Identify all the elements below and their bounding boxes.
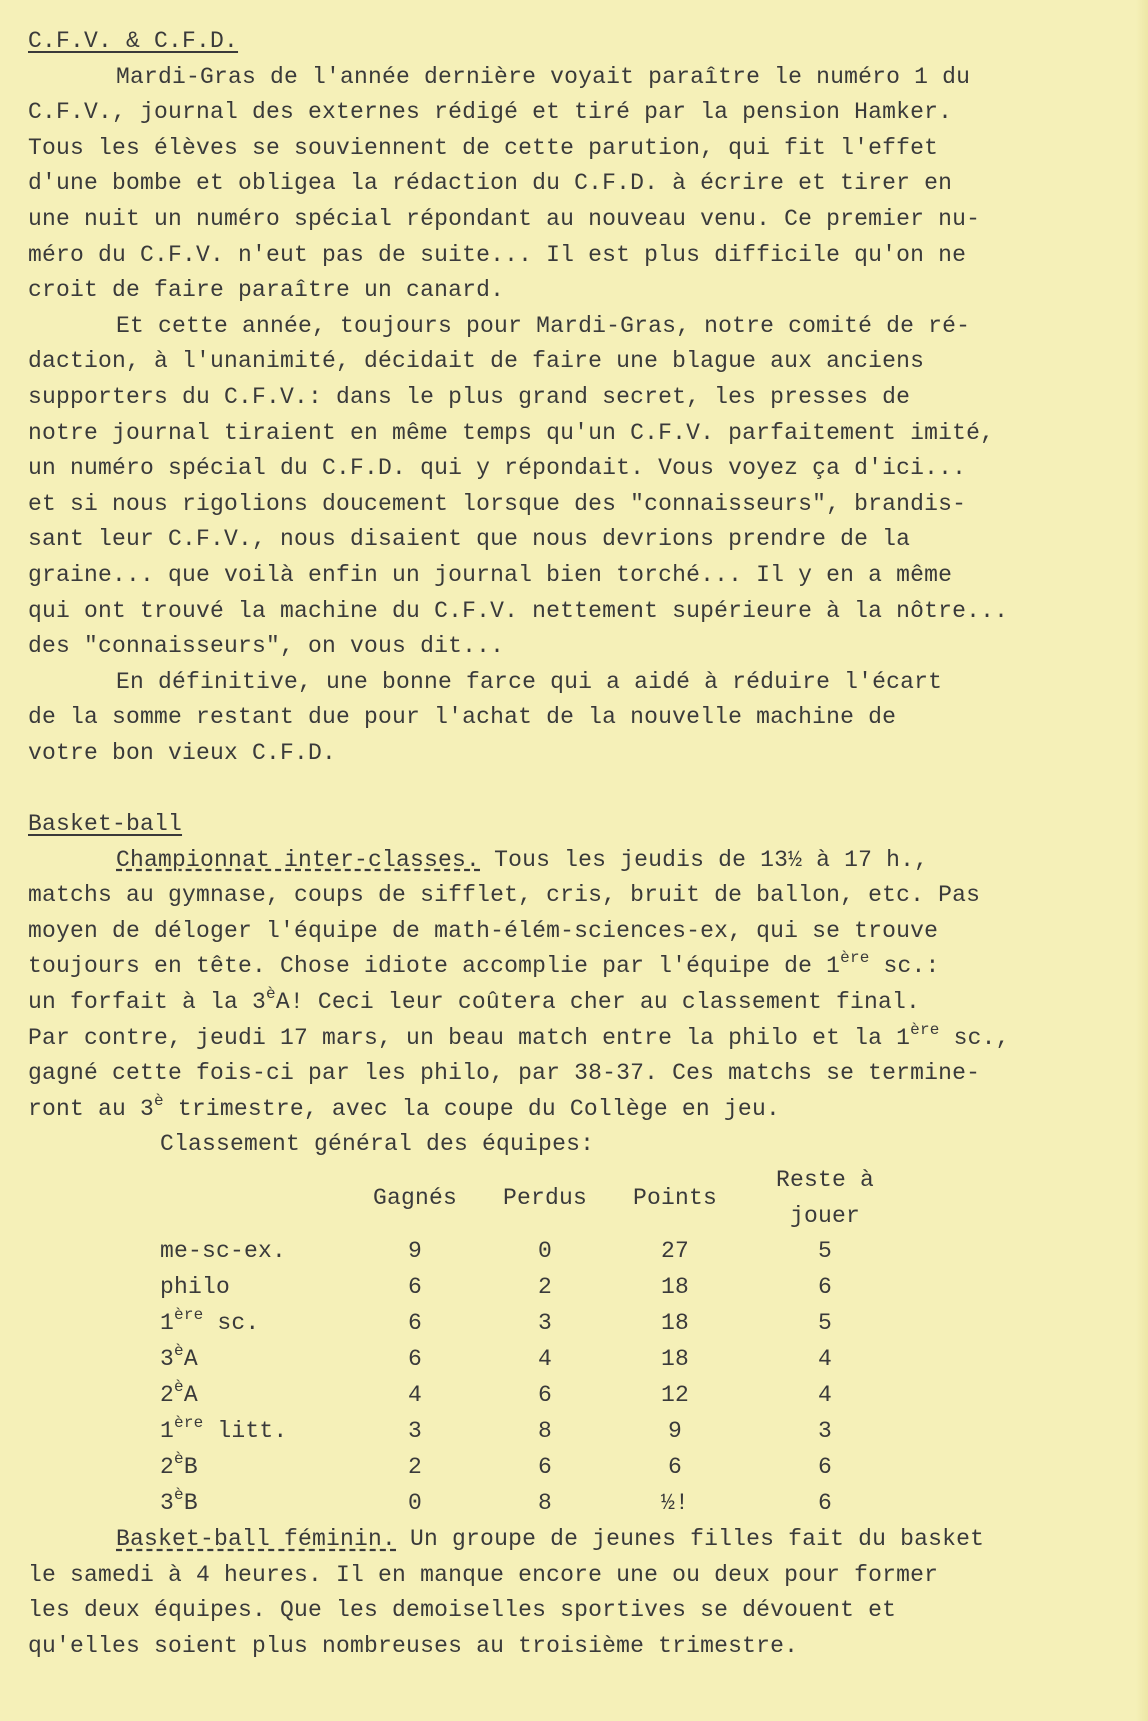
superscript: ère: [910, 1020, 940, 1039]
spacer: [28, 771, 1108, 807]
won-cell: 3: [407, 1418, 422, 1445]
paragraph-line: croit de faire paraître un canard.: [28, 277, 505, 304]
table-row: [160, 1342, 910, 1378]
team-name-superscript: è: [174, 1486, 184, 1505]
text-fragment: toujours en tête. Chose idiote accomplie par l'équipe de 1: [28, 953, 841, 980]
team-name-superscript: ère: [174, 1414, 204, 1433]
superscript: ère: [840, 949, 870, 968]
womens-line: [28, 1522, 1108, 1558]
text-fragment: Par contre, jeudi 17 mars, un beau match entre la philo et la 1: [28, 1024, 911, 1051]
paragraph-line: moyen de déloger l'équipe de math-élém-sciences-ex, qui se trouve: [28, 917, 939, 944]
paragraph-line: C.F.V., journal des externes rédigé et tiré par la pension Hamker.: [28, 99, 953, 126]
table-row: [160, 1378, 910, 1414]
paragraph-line: [28, 1092, 1108, 1128]
paragraph-line: supporters du C.F.V.: dans le plus grand secret, les presses de: [28, 383, 911, 410]
womens-heading: Basket-ball féminin.: [116, 1526, 397, 1553]
document-page: [28, 24, 1108, 1665]
remaining-cell: 6: [817, 1454, 832, 1481]
paragraph-line: d'une bombe et obligea la rédaction du C.F.D. à écrire et tirer en: [28, 170, 953, 197]
points-cell: 18: [660, 1274, 689, 1301]
team-cell: [160, 1342, 350, 1378]
team-cell: [160, 1306, 350, 1342]
paragraph-line: notre journal tiraient en même temps qu'un C.F.V. parfaitement imité,: [28, 419, 995, 446]
remaining-cell: 6: [817, 1274, 832, 1301]
remaining-cell: 4: [817, 1346, 832, 1373]
paragraph-line: gagné cette fois-ci par les philo, par 38-37. Ces matchs se termine-: [28, 1060, 981, 1087]
team-name-base: philo: [160, 1274, 231, 1301]
table-header-row: [160, 1163, 910, 1234]
remaining-cell: 3: [817, 1418, 832, 1445]
paragraph-line: les deux équipes. Que les demoiselles sportives se dévouent et: [28, 1597, 897, 1624]
column-header-won: Gagnés: [372, 1184, 457, 1211]
table-row: [160, 1450, 910, 1486]
paragraph-line: Tous les élèves se souviennent de cette parution, qui fit l'effet: [28, 134, 939, 161]
won-cell: 6: [407, 1310, 422, 1337]
paragraph-line: votre bon vieux C.F.D.: [28, 739, 337, 766]
section-title-cfv-cfd: C.F.V. & C.F.D.: [28, 28, 239, 54]
paragraph-line: Mardi-Gras de l'année dernière voyait paraître le numéro 1 du: [116, 63, 971, 90]
paragraph-line: [28, 985, 1108, 1021]
paper-edge: [1136, 0, 1148, 1721]
paragraph-line: le samedi à 4 heures. Il en manque encore une ou deux pour former: [28, 1561, 939, 1588]
paragraph-line: qu'elles soient plus nombreuses au troisième trimestre.: [28, 1632, 799, 1659]
lost-cell: 8: [537, 1418, 552, 1445]
text-fragment: A! Ceci leur coûtera cher au classement final.: [275, 989, 920, 1016]
superscript: è: [266, 985, 276, 1004]
points-cell: ½!: [660, 1490, 689, 1517]
team-name-base: me-sc-ex.: [160, 1238, 287, 1265]
paragraph-line: qui ont trouvé la machine du C.F.V. nettement supérieure à la nôtre...: [28, 597, 1009, 624]
team-name-superscript: è: [174, 1342, 184, 1361]
text-fragment: sc.:: [869, 953, 940, 980]
paragraph-line: Et cette année, toujours pour Mardi-Gras, notre comité de ré-: [116, 312, 971, 339]
team-name-base: 2: [160, 1382, 175, 1409]
lost-cell: 8: [537, 1490, 552, 1517]
table-row: [160, 1306, 910, 1342]
section-title-basketball: Basket-ball: [28, 811, 183, 838]
table-row: [160, 1270, 910, 1306]
team-name-base: 2: [160, 1454, 175, 1481]
table-row: [160, 1414, 910, 1450]
womens-text: Un groupe de jeunes filles fait du basket: [396, 1526, 985, 1553]
paragraph-line: de la somme restant due pour l'achat de la nouvelle machine de: [28, 704, 897, 731]
table-row: [160, 1486, 910, 1522]
team-name-superscript: è: [174, 1450, 184, 1469]
championship-line: [28, 843, 1108, 879]
points-cell: 9: [667, 1418, 682, 1445]
lost-cell: 0: [537, 1238, 552, 1265]
paragraph-line: des "connaisseurs", on vous dit...: [28, 633, 505, 660]
won-cell: 9: [407, 1238, 422, 1265]
team-name-suffix: A: [183, 1346, 198, 1373]
lost-cell: 4: [537, 1346, 552, 1373]
team-name-suffix: litt.: [203, 1418, 288, 1445]
team-name-superscript: è: [174, 1378, 184, 1397]
remaining-cell: 6: [817, 1490, 832, 1517]
remaining-cell: 5: [817, 1238, 832, 1265]
text-fragment: trimestre, avec la coupe du Collège en jeu.: [163, 1095, 780, 1122]
won-cell: 6: [407, 1346, 422, 1373]
paragraph-line: une nuit un numéro spécial répondant au nouveau venu. Ce premier nu-: [28, 205, 981, 232]
column-header-team: [160, 1163, 350, 1234]
lost-cell: 6: [537, 1454, 552, 1481]
paragraph-line: matchs au gymnase, coups de sifflet, cris, bruit de ballon, etc. Pas: [28, 882, 981, 909]
team-name-base: 3: [160, 1346, 175, 1373]
standings-body: [160, 1234, 910, 1522]
superscript: è: [154, 1091, 164, 1110]
points-cell: 27: [660, 1238, 689, 1265]
remaining-cell: 5: [817, 1310, 832, 1337]
paragraph-line: graine... que voilà enfin un journal bien torché... Il y en a même: [28, 561, 953, 588]
team-cell: [160, 1450, 350, 1486]
team-name-suffix: sc.: [203, 1310, 260, 1337]
lost-cell: 6: [537, 1382, 552, 1409]
paragraph-line: et si nous rigolions doucement lorsque des "connaisseurs", brandis-: [28, 490, 967, 517]
team-cell: [160, 1414, 350, 1450]
won-cell: 0: [407, 1490, 422, 1517]
text-fragment: ront au 3: [28, 1095, 155, 1122]
team-name-superscript: ère: [174, 1306, 204, 1325]
table-row: [160, 1234, 910, 1270]
paragraph-line: En définitive, une bonne farce qui a aidé à réduire l'écart: [116, 668, 943, 695]
text-fragment: sc.,: [939, 1024, 1010, 1051]
lost-cell: 2: [537, 1274, 552, 1301]
won-cell: 6: [407, 1274, 422, 1301]
text-fragment: un forfait à la 3: [28, 989, 267, 1016]
championship-text: Tous les jeudis de 13½ à 17 h.,: [480, 846, 929, 873]
paragraph-line: [28, 949, 1108, 985]
paragraph-line: daction, à l'unanimité, décidait de faire une blague aux anciens: [28, 348, 925, 375]
column-header-points: Points: [632, 1184, 717, 1211]
points-cell: 18: [660, 1310, 689, 1337]
paragraph-line: [28, 1021, 1108, 1057]
team-name-suffix: B: [183, 1490, 198, 1517]
won-cell: 2: [407, 1454, 422, 1481]
standings-table: [160, 1163, 910, 1522]
team-name-suffix: A: [183, 1382, 198, 1409]
paragraph-line: sant leur C.F.V., nous disaient que nous devrions prendre de la: [28, 526, 911, 553]
paragraph-line: méro du C.F.V. n'eut pas de suite... Il est plus difficile qu'on ne: [28, 241, 967, 268]
team-name-base: 1: [160, 1310, 175, 1337]
column-header-remaining: Reste à jouer: [775, 1167, 875, 1229]
championship-heading: Championnat inter-classes.: [116, 846, 481, 873]
team-cell: [160, 1378, 350, 1414]
lost-cell: 3: [537, 1310, 552, 1337]
team-name-base: 3: [160, 1490, 175, 1517]
team-cell: [160, 1234, 350, 1270]
points-cell: 12: [660, 1382, 689, 1409]
points-cell: 18: [660, 1346, 689, 1373]
team-cell: [160, 1270, 350, 1306]
points-cell: 6: [667, 1454, 682, 1481]
team-name-suffix: B: [183, 1454, 198, 1481]
remaining-cell: 4: [817, 1382, 832, 1409]
team-cell: [160, 1486, 350, 1522]
won-cell: 4: [407, 1382, 422, 1409]
table-caption: Classement général des équipes:: [160, 1131, 595, 1158]
team-name-base: 1: [160, 1418, 175, 1445]
column-header-lost: Perdus: [502, 1184, 587, 1211]
paragraph-line: un numéro spécial du C.F.D. qui y répondait. Vous voyez ça d'ici...: [28, 455, 967, 482]
